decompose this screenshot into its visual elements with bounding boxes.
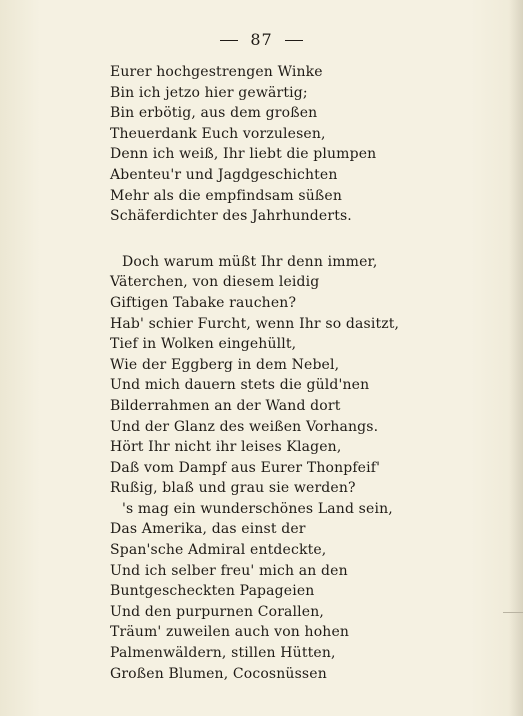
poem-line: Tief in Wolken eingehüllt, bbox=[110, 336, 297, 353]
page-edge-mark bbox=[503, 612, 523, 613]
poem-line: Buntgescheckten Papageien bbox=[110, 583, 315, 600]
poem-line: Hört Ihr nicht ihr leises Klagen, bbox=[110, 439, 342, 456]
poem-line: Und der Glanz des weißen Vorhangs. bbox=[110, 418, 379, 435]
poem-line: 's mag ein wunderschönes Land sein, bbox=[122, 500, 393, 517]
poem-line: Span'sche Admiral entdeckte, bbox=[110, 542, 327, 559]
poem-line: Väterchen, von diesem leidig bbox=[110, 274, 320, 291]
page-number-header bbox=[0, 30, 523, 49]
page-number: 87 bbox=[250, 30, 273, 49]
stanza-2 bbox=[110, 252, 400, 684]
poem-line: Großen Blumen, Cocosnüssen bbox=[110, 665, 327, 682]
poem-line: Palmenwäldern, stillen Hütten, bbox=[110, 645, 336, 662]
poem-line: Wie der Eggberg in dem Nebel, bbox=[110, 356, 340, 373]
poem-line: Abenteu'r und Jagdgeschichten bbox=[110, 166, 338, 183]
poem-line: Mehr als die empfindsam süßen bbox=[110, 187, 343, 204]
poem-line: Bin erbötig, aus dem großen bbox=[110, 105, 318, 122]
poem-line: Denn ich weiß, Ihr liebt die plumpen bbox=[110, 146, 377, 163]
poem-line: Rußig, blaß und grau sie werden? bbox=[110, 480, 356, 497]
poem-line: Doch warum müßt Ihr denn immer, bbox=[122, 253, 378, 270]
stanza-1 bbox=[110, 62, 400, 227]
poem-line: Und ich selber freu' mich an den bbox=[110, 562, 348, 579]
poem-line: Und den purpurnen Corallen, bbox=[110, 603, 324, 620]
poem-line: Hab' schier Furcht, wenn Ihr so dasitzt, bbox=[110, 315, 400, 332]
poem-line: Bilderrahmen an der Wand dort bbox=[110, 397, 341, 414]
poem-line: Giftigen Tabake rauchen? bbox=[110, 294, 297, 311]
poem-line: Eurer hochgestrengen Winke bbox=[110, 64, 323, 80]
poem-line: Das Amerika, das einst der bbox=[110, 521, 306, 538]
poem-line: Schäferdichter des Jahrhunderts. bbox=[110, 208, 352, 225]
poem-text bbox=[110, 62, 400, 684]
page-edge-shadow bbox=[509, 0, 523, 716]
poem-line: Theuerdank Euch vorzulesen, bbox=[110, 125, 326, 142]
page-number-dash-right bbox=[285, 40, 303, 41]
page-number-dash-left bbox=[220, 40, 238, 41]
poem-line: Träum' zuweilen auch von hohen bbox=[110, 624, 350, 641]
poem-line: Daß vom Dampf aus Eurer Thonpfeif' bbox=[110, 459, 381, 476]
poem-line: Und mich dauern stets die güld'nen bbox=[110, 377, 370, 394]
poem-line: Bin ich jetzo hier gewärtig; bbox=[110, 84, 308, 101]
